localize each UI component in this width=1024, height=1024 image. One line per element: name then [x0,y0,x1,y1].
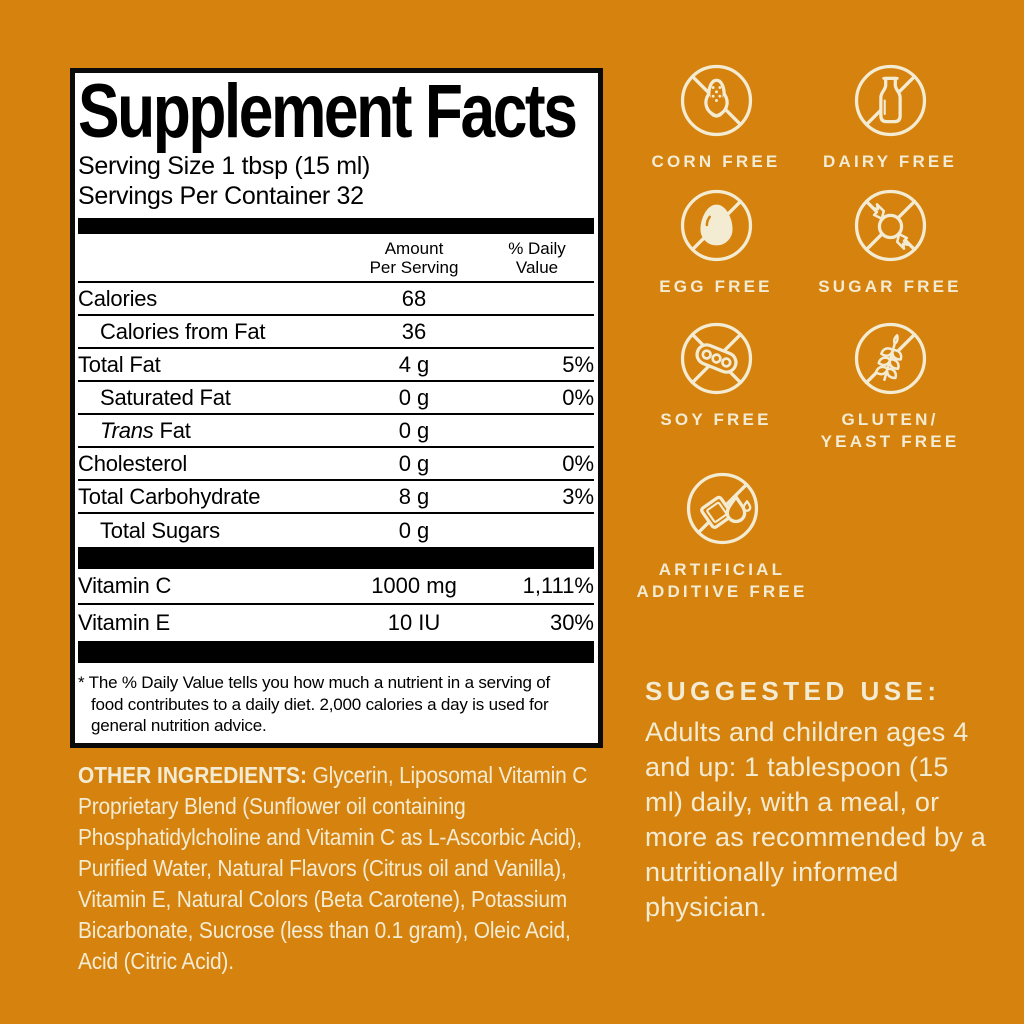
badge-sugar-free [790,187,990,298]
row-label-rest: Fat [153,417,191,443]
table-row-total-fat [78,349,594,382]
table-row-total-sugars [78,514,594,547]
row-amount: 0 g [398,450,430,476]
row-amount: 0 g [398,384,430,410]
suggested-use-heading: SUGGESTED USE: [645,676,941,706]
row-amount: 0 g [398,417,430,443]
candy-icon [852,187,929,264]
header-daily-value [494,239,594,277]
artificial-additive-icon [684,470,761,547]
row-label [78,418,334,444]
divider-bar-bottom [78,641,594,663]
row-label: Vitamin C [78,573,172,598]
header-amount-line2: Per Serving [369,258,459,277]
row-dv: 0% [562,450,594,476]
other-ingredients [78,760,607,977]
serving-size: Serving Size 1 tbsp (15 ml) [78,152,371,180]
row-label: Total Carbohydrate [78,483,261,509]
wheat-icon [852,320,929,397]
divider-bar-top [78,218,594,234]
table-row-saturated-fat [78,382,594,415]
badge-label: SOY FREE [660,410,772,429]
badge-label: EGG FREE [659,277,773,296]
badge-gluten-yeast-free [790,320,990,453]
egg-icon [678,187,755,264]
suggested-use-body: Adults and children ages 4 and up: 1 tablespoon (15 ml) daily, with a meal, or more as recommended by a nutritionally informed physician. [645,717,986,922]
row-label-italic: Trans [100,417,154,443]
panel-title: Supplement Facts [78,69,576,154]
table-row-calories [78,283,594,316]
badge-artificial-additive-free [622,470,822,603]
table-row-vitamin-c [78,569,594,605]
row-amount: 0 g [398,517,430,543]
badge-label: SUGAR FREE [818,277,962,296]
row-dv: 1,111% [522,573,594,598]
other-ingredients-label: OTHER INGREDIENTS: [78,762,307,788]
row-label: Total Sugars [100,517,220,543]
badge-label-line2: YEAST FREE [820,432,960,451]
row-label: Vitamin E [78,610,170,635]
badge-soy-free [616,320,816,431]
row-dv: 0% [562,384,594,410]
badge-label: DAIRY FREE [822,152,958,171]
milk-bottle-icon [852,62,929,139]
row-label: Total Fat [78,351,161,377]
row-amount: 4 g [398,351,430,377]
row-label: Calories [78,285,158,311]
row-dv: 30% [549,610,594,635]
badge-dairy-free [790,62,990,173]
row-label: Calories from Fat [100,318,266,344]
badge-label: ARTIFICIAL [658,560,786,579]
row-amount: 68 [401,285,427,311]
header-amount-line1: Amount [384,239,444,258]
divider-bar-middle [78,547,594,569]
header-dv-line2: Value [515,258,559,277]
row-dv: 3% [562,483,594,509]
header-amount [334,239,494,277]
row-amount: 1000 mg [371,573,457,598]
servings-per-container: Servings Per Container 32 [78,182,364,210]
row-amount: 36 [401,318,427,344]
row-label: Cholesterol [78,450,188,476]
other-ingredients-text: Glycerin, Liposomal Vitamin C Proprietary Blend (Sunflower oil containing Phosphatidylcholine and Vitamin C as L-Ascorbic Acid), Purified Water, Natural Flavors (Citrus oil and Vanilla), Vitamin E, Natural Colors (Beta Carotene), Potassium Bicarbonate, Sucrose (less than 0.1 gram), Oleic Acid, Acid (Citric Acid). [78,762,588,974]
table-row-total-carbohydrate [78,481,594,514]
table-row-vitamin-e [78,605,594,641]
corn-icon [678,62,755,139]
suggested-use-section [645,676,990,925]
supplement-facts-panel [70,68,603,748]
table-header [78,234,594,283]
badge-corn-free [616,62,816,173]
table-row-cholesterol [78,448,594,481]
badge-label: GLUTEN/ [841,410,939,429]
row-label: Saturated Fat [100,384,231,410]
table-row-trans-fat [78,415,594,448]
header-dv-line1: % Daily [508,239,566,258]
row-amount: 10 IU [387,610,441,635]
row-amount: 8 g [398,483,430,509]
row-dv: 5% [562,351,594,377]
badge-label-line2: ADDITIVE FREE [636,582,808,601]
table-row-calories-from-fat [78,316,594,349]
daily-value-footnote: * The % Daily Value tells you how much a nutrient in a serving of food contributes to a daily diet. 2,000 calories a day is used for general nutrition advice. [78,673,551,735]
soy-pod-icon [678,320,755,397]
badge-egg-free [616,187,816,298]
badge-label: CORN FREE [651,152,781,171]
